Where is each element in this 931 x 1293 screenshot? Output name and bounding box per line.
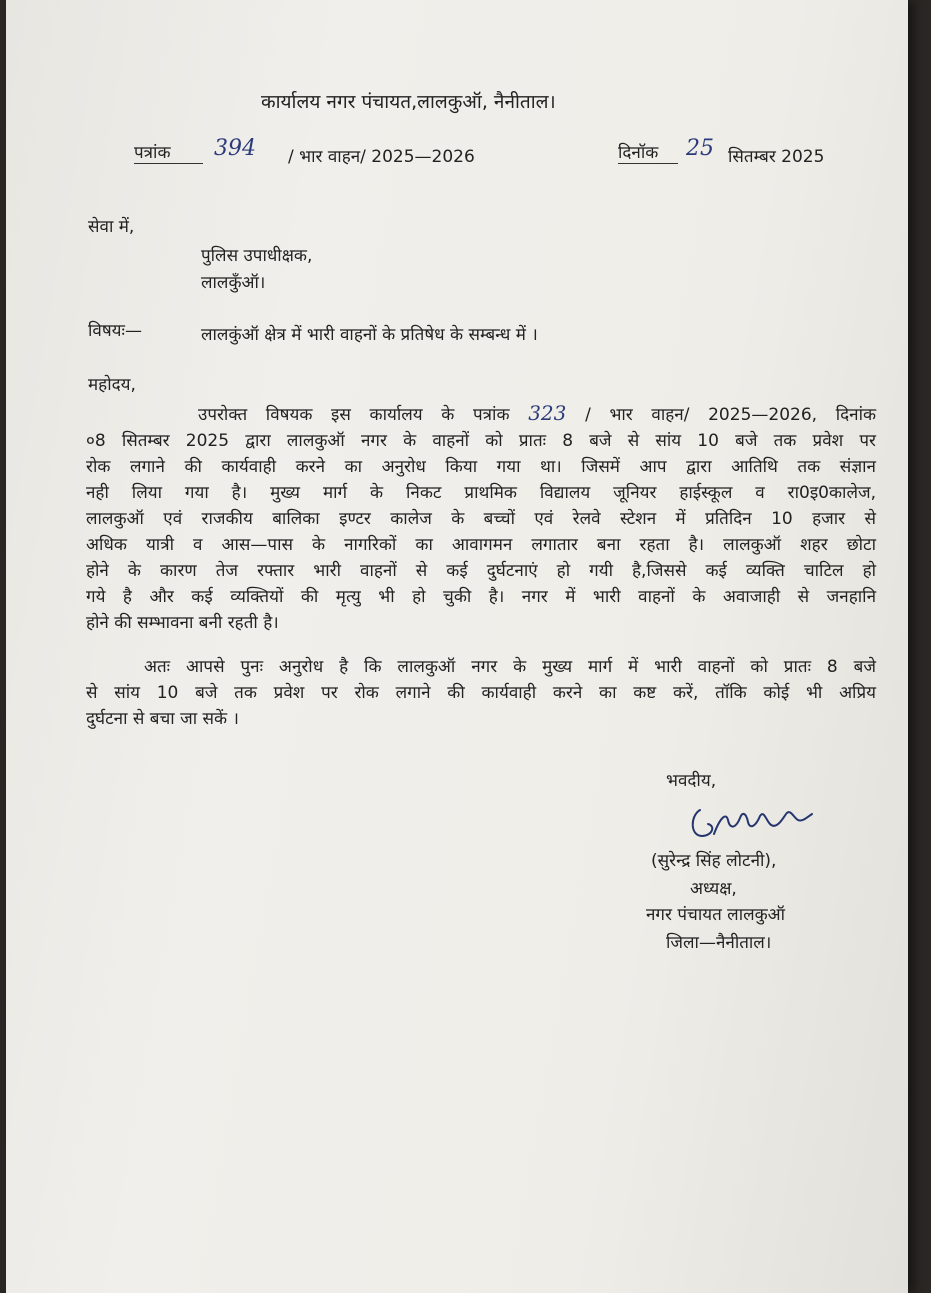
- office-title: कार्यालय नगर पंचायत,लालकुऑ, नैनीताल।: [261, 91, 556, 113]
- paragraph-line: अतः आपसे पुनः अनुरोध है कि लालकुऑ नगर के मुख्य मार्ग में भारी वाहनों को प्रातः 8 बजे: [144, 657, 876, 677]
- subject-text: लालकुंऑ क्षेत्र में भारी वाहनों के प्रतिषेध के सम्बन्ध में ।: [201, 325, 538, 345]
- signatory-district: जिला—नैनीताल।: [666, 933, 772, 953]
- paragraph-line: ०8 सितम्बर 2025 द्वारा लालकुऑ नगर के वाहनों को प्रातः 8 बजे से सांय 10 बजे तक प्रवेश पर: [86, 431, 876, 451]
- recipient-designation: पुलिस उपाधीक्षक,: [201, 246, 313, 266]
- paragraph-line: होने के कारण तेज रफ्तार भारी वाहनों से कई दुर्घटनाएं हो गयी है,जिससे कई व्यक्ति चाटिल हो: [86, 561, 876, 581]
- paragraph-line: से सांय 10 बजे तक प्रवेश पर रोक लगाने की कार्यवाही करने का कष्ट करें, तॉकि कोई भी अप्रिय: [86, 683, 876, 703]
- signatory-office: नगर पंचायत लालकुऑ: [646, 905, 786, 925]
- date-label: दिनॉक: [618, 140, 678, 164]
- paragraph-text: / भार वाहन/ 2025—2026, दिनांक: [585, 405, 877, 425]
- paragraph-line: दुर्घटना से बचा जा सकें ।: [86, 709, 239, 729]
- paragraph-line: नही लिया गया है। मुख्य मार्ग के निकट प्राथमिक विद्यालय जूनियर हाईस्कूल व रा0इ0कालेज,: [86, 483, 876, 503]
- patrank-label: पत्रांक: [134, 140, 203, 164]
- paragraph-line: [86, 400, 876, 428]
- ref-number: 323: [528, 401, 567, 425]
- letter-page: [6, 0, 908, 1293]
- seva-me: सेवा में,: [88, 217, 135, 237]
- paragraph-line: लालकुऑ एवं राजकीय बालिका इण्टर कालेज के बच्चों एवं रेलवे स्टेशन में प्रतिदिन 10 हजार से: [86, 509, 876, 529]
- patrank-suffix: / भार वाहन/ 2025—2026: [288, 147, 475, 167]
- signature: [686, 790, 816, 850]
- salutation: महोदय,: [88, 375, 136, 395]
- body-paragraph-1: [86, 400, 876, 636]
- signatory-post: अध्यक्ष,: [690, 879, 737, 899]
- paragraph-line: अधिक यात्री व आस—पास के नागरिकों का आवागमन लगातार बना रहता है। लालकुऑ शहर छोटा: [86, 535, 876, 555]
- paragraph-text: उपरोक्त विषयक इस कार्यालय के पत्रांक: [198, 405, 510, 425]
- recipient-place: लालकुँऑ।: [201, 273, 266, 293]
- body-paragraph-2: [86, 654, 876, 732]
- paragraph-line: होने की सम्भावना बनी रहती है।: [86, 613, 279, 633]
- bhavdiya: भवदीय,: [666, 771, 717, 791]
- signatory-name: (सुरेन्द्र सिंह लोटनी),: [651, 851, 777, 871]
- patrank-number: 394: [214, 136, 256, 161]
- date-rest: सितम्बर 2025: [728, 147, 825, 167]
- date-day: 25: [686, 136, 714, 161]
- subject-label: विषयः—: [88, 321, 142, 341]
- paragraph-line: गये है और कई व्यक्तियों की मृत्यु भी हो चुकी है। नगर में भारी वाहनों के अवाजाही से जनहानि: [86, 587, 876, 607]
- paragraph-line: रोक लगाने की कार्यवाही करने का अनुरोध किया गया था। जिसमें आप द्वारा आतिथि तक संज्ञान: [86, 457, 876, 477]
